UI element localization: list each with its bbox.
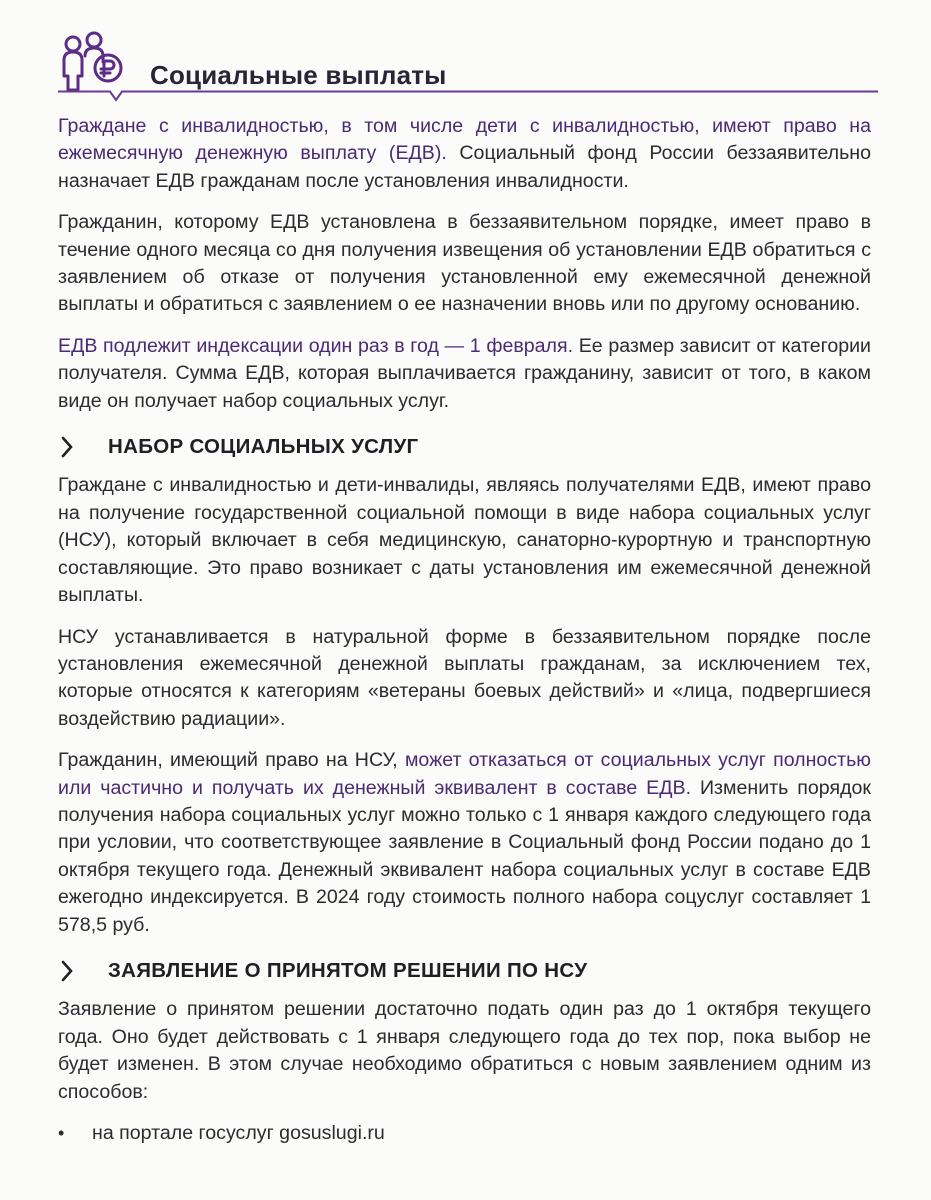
- paragraph-edv-right: [58, 113, 871, 195]
- paragraph-edv-indexation: [58, 333, 871, 415]
- paragraph-nsu-natural: НСУ устанавливается в натуральной форме в беззаявительном порядке после установления ежемесячной денежной выплаты гражданам, за исключением тех, которые относятся к категориям «ветераны боевых действий» и «лица, подвергшиеся воздействию радиации».: [58, 625, 871, 730]
- page-title: Социальные выплаты: [150, 60, 447, 90]
- paragraph-text: Ее размер зависит от категории получателя. Сумма ЕДВ, которая выплачивается гражданину, зависит от того, в каком виде он получает набор социальных услуг.: [58, 334, 871, 412]
- document-body: [58, 113, 871, 1147]
- paragraph-text: Изменить порядок получения набора социальных услуг можно только с 1 января каждого следующего года при условии, что соответствующее заявление в Социальный фонд России подано до 1 октября текущего года. Денежный эквивалент набора социальных услуг в составе ЕДВ ежегодно индексируется. В 2024 году стоимость полного набора соцуслуг составляет 1 578,5 руб.: [58, 776, 871, 936]
- list-item: [58, 1120, 871, 1147]
- paragraph-edv-refusal: Гражданин, которому ЕДВ установлена в беззаявительном порядке, имеет право в течение одного месяца со дня получения извещения об установлении ЕДВ обратиться с заявлением об отказе от получения установленной ему ежемесячной денежной выплаты и обратиться с заявлением о ее назначении вновь или по другому основанию.: [58, 211, 871, 316]
- highlighted-text: может отказаться от социальных услуг полностью или частично и получать их денежный эквивалент в составе ЕДВ.: [58, 749, 871, 799]
- paragraph-text: Гражданин, имеющий право на НСУ,: [58, 749, 405, 772]
- section-heading-nsu: [58, 433, 871, 460]
- header-divider: [58, 90, 878, 108]
- section-heading-application: [58, 957, 871, 984]
- paragraph-nsu-right: Граждане с инвалидностью и дети-инвалиды, являясь получателями ЕДВ, имеют право на получение государственной социальной помощи в виде набора социальных услуг (НСУ), который включает в себя медицинскую, санаторно-курортную и транспортную составляющие. Это право возникает с даты установления им ежемесячной денежной выплаты.: [58, 474, 871, 607]
- highlighted-text: ЕДВ подлежит индексации один раз в год — 1 февраля.: [58, 334, 574, 357]
- paragraph-text: Социальный фонд России беззаявительно назначает ЕДВ гражданам после установления инвалидности.: [58, 142, 871, 192]
- people-ruble-icon: [58, 30, 128, 94]
- chevron-right-icon: [58, 435, 78, 459]
- bullet-marker: •: [58, 1123, 65, 1143]
- paragraph-application: Заявление о принятом решении достаточно подать один раз до 1 октября текущего года. Оно будет действовать с 1 января следующего года до тех пор, пока выбор не будет изменен. В этом случае необходимо обратиться с новым заявлением одним из способов:: [58, 998, 871, 1103]
- gosuslugi-link[interactable]: gosuslugi.ru: [279, 1122, 385, 1144]
- page-header: [58, 30, 878, 110]
- paragraph-nsu-refusal: [58, 747, 871, 939]
- section-heading-text: НАБОР СОЦИАЛЬНЫХ УСЛУГ: [108, 435, 419, 459]
- list-item-label: на портале госуслуг: [92, 1122, 280, 1144]
- chevron-right-icon: [58, 959, 78, 983]
- highlighted-text: Граждане с инвалидностью, в том числе дети с инвалидностью, имеют право на ежемесячную денежную выплату (ЕДВ).: [58, 115, 871, 165]
- list-item-text: [86, 1120, 385, 1147]
- section-heading-text: ЗАЯВЛЕНИЕ О ПРИНЯТОМ РЕШЕНИИ ПО НСУ: [108, 958, 588, 982]
